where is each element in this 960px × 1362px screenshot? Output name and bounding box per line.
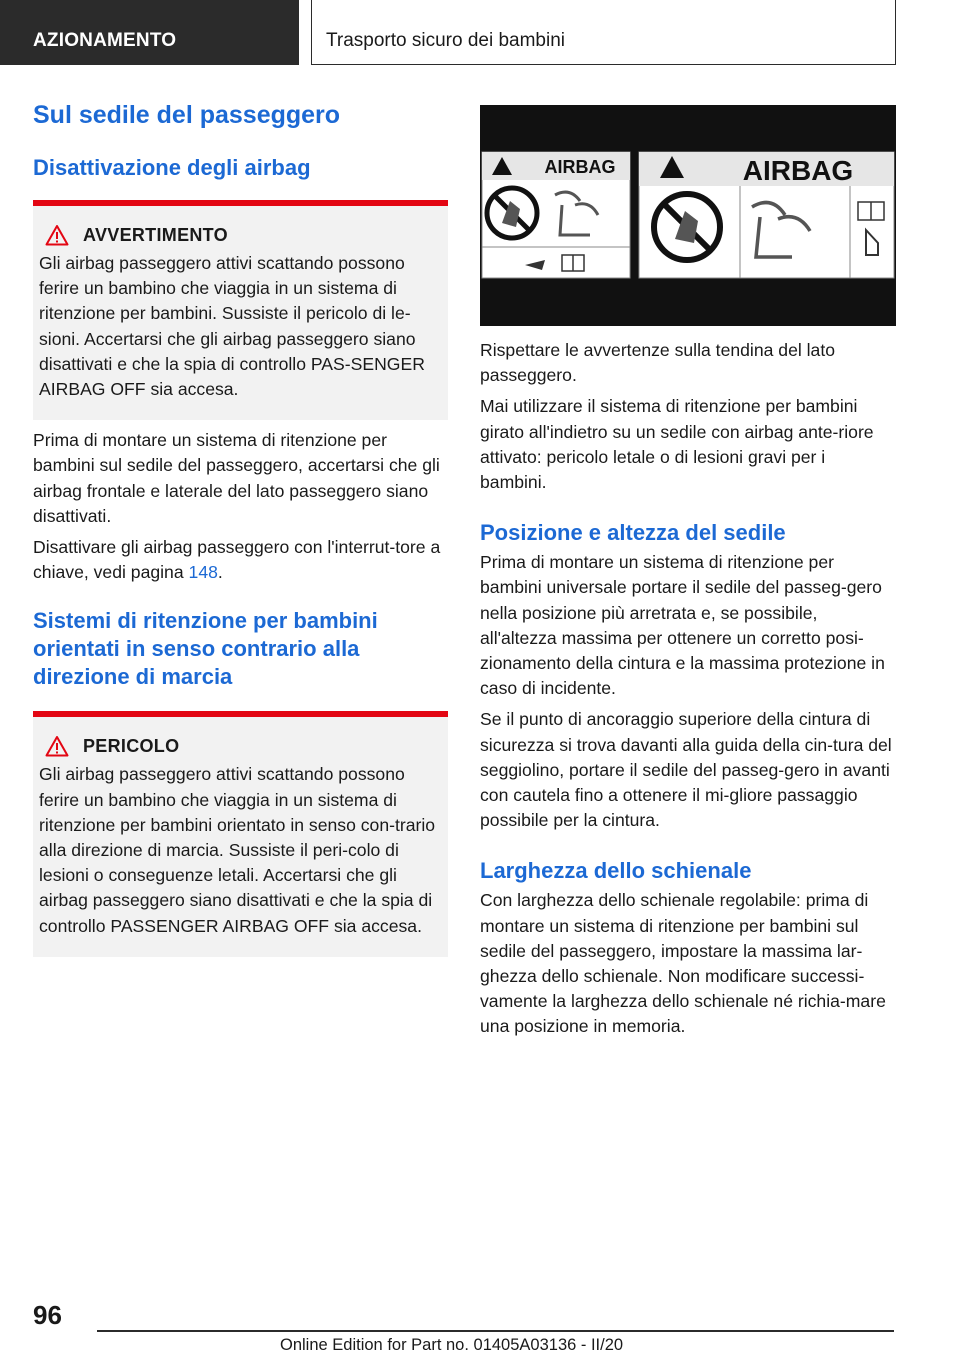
paragraph-deactivate-switch bbox=[33, 535, 448, 585]
paragraph-before-mounting: Prima di montare un sistema di ritenzione per bambini sul sedile del passeggero, accertarsi che gli airbag frontale e laterale del lato passeggero siano disattivati. bbox=[33, 430, 440, 526]
heading-passenger-seat: Sul sedile del passeggero bbox=[33, 101, 341, 129]
warning-box bbox=[33, 200, 448, 420]
airbag-sticker-illustration bbox=[480, 105, 896, 326]
deactivate-text: Disattivare gli airbag passeggero con l'interrut-tore a chiave, vedi pagina bbox=[33, 537, 441, 583]
left-column bbox=[33, 100, 448, 957]
danger-box bbox=[33, 711, 448, 956]
heading-airbag-deactivation: Disattivazione degli airbag bbox=[33, 155, 311, 180]
paragraph-anchor-point: Se il punto di ancoraggio superiore della cintura di sicurezza si trova davanti alla guida della cin-tura del seggiolino, portare il sedile del passeg-gero in avanti con cautela fino a ottenere il mi-gliore passaggio possibile per la cintura. bbox=[480, 709, 892, 831]
footer-edition: Online Edition for Part no. 01405A03136 - II/20 bbox=[280, 1336, 624, 1354]
danger-triangle-icon bbox=[45, 735, 69, 757]
section-tab: AZIONAMENTO bbox=[0, 0, 299, 65]
heading-rear-facing: Sistemi di ritenzione per bambini orientati in senso contrario alla direzione di marcia bbox=[33, 608, 378, 690]
page-number: 96 bbox=[33, 1300, 62, 1330]
warning-text: Gli airbag passeggero attivi scattando possono ferire un bambino che viaggia in un sistema di ritenzione per bambini. Sussiste il pericolo di le-sioni. Accertarsi che gli airbag passeggero siano disattivati e che la spia di controllo PAS-SENGER AIRBAG OFF sia accesa. bbox=[39, 253, 425, 400]
right-column bbox=[480, 105, 896, 1040]
warning-triangle-icon bbox=[45, 224, 69, 246]
airbag-label-figure bbox=[480, 105, 896, 326]
warning-box-title bbox=[39, 224, 442, 246]
chapter-title: Trasporto sicuro dei bambini bbox=[311, 0, 896, 65]
paragraph-backrest-width: Con larghezza dello schienale regolabile: prima di montare un sistema di ritenzione per bambini sul sedile del passeggero, impostare la massima lar-ghezza dello schienale. Non modificare successi-vamente la larghezza dello schienale né richia-mare una posizione in memoria. bbox=[480, 890, 886, 1037]
deactivate-text-end: . bbox=[217, 562, 223, 583]
heading-seat-position: Posizione e altezza del sedile bbox=[480, 520, 786, 546]
heading-backrest-width: Larghezza dello schienale bbox=[480, 858, 752, 884]
paragraph-respect-warnings: Rispettare le avvertenze sulla tendina del lato passeggero. bbox=[480, 340, 836, 386]
paragraph-seat-position: Prima di montare un sistema di ritenzione per bambini universale portare il sedile del passeg-gero nella posizione più arretrata e, se possibile, all'altezza massima per ottenere un corretto posi-zionamento della cintura e la massima protezione in caso di incidente. bbox=[480, 552, 885, 699]
page-link-148[interactable]: 148 bbox=[188, 562, 218, 583]
danger-box-title bbox=[39, 735, 442, 757]
paragraph-never-use-rear: Mai utilizzare il sistema di ritenzione per bambini girato all'indietro su un sedile con airbag ante-riore attivato: pericolo letale o di lesioni gravi per i bambini. bbox=[480, 396, 874, 493]
danger-text: Gli airbag passeggero attivi scattando possono ferire un bambino che viaggia in un sistema di ritenzione per bambini orientato in senso con-trario alla direzione di marcia. Sussiste il peri-colo di lesioni o conseguenze letali. Accertarsi che gli airbag passeggero siano disattivati e che la spia di controllo PASSENGER AIRBAG OFF sia accesa. bbox=[39, 764, 436, 936]
warning-title: AVVERTIMENTO bbox=[83, 224, 228, 245]
large-label-airbag-text: AIRBAG bbox=[742, 155, 854, 186]
footer-divider bbox=[97, 1330, 894, 1332]
danger-title: PERICOLO bbox=[83, 735, 180, 756]
small-label-airbag-text: AIRBAG bbox=[544, 157, 616, 177]
